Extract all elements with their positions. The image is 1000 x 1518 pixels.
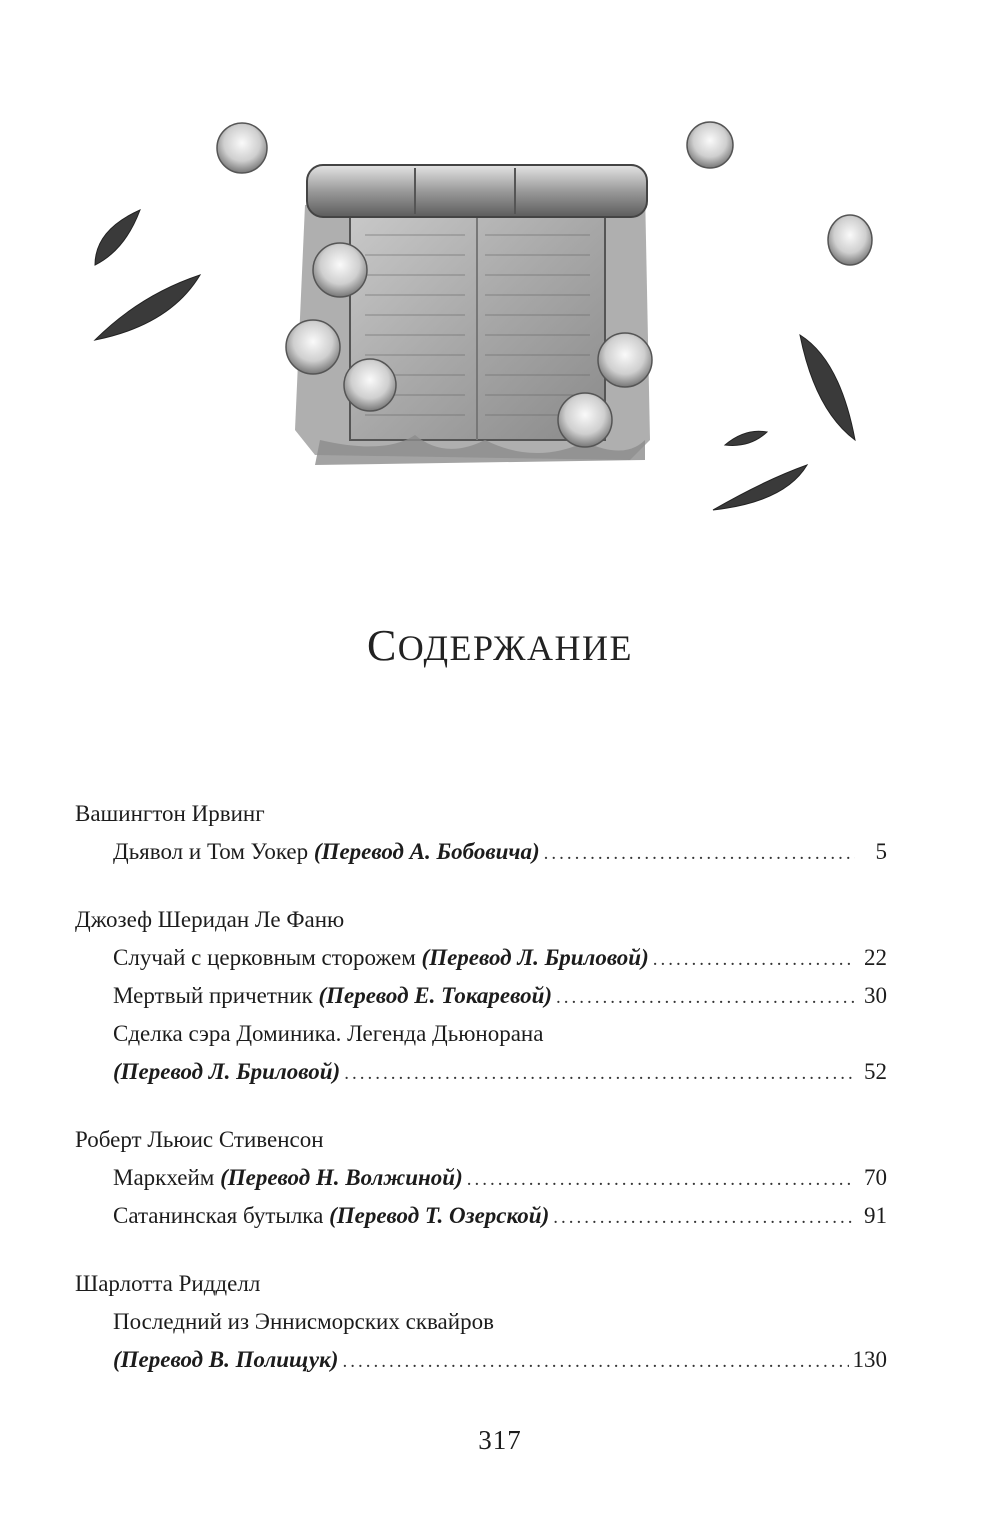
toc-entry-page: 5 [875,839,887,864]
leader-dots [544,835,855,873]
toc-entry-translator: (Перевод Е. Токаревой) [318,983,553,1008]
leader-dots [556,979,855,1017]
toc-entry-translator: (Перевод В. Полищук) [113,1347,339,1372]
toc-entry[interactable] [113,1303,887,1379]
leader-dots [467,1161,855,1199]
leader-dots [653,941,855,979]
toc-entry-translator: (Перевод Т. Озерской) [329,1203,550,1228]
toc-entry-page: 22 [864,945,887,970]
toc-entry[interactable] [113,939,887,977]
toc-entry-translator: (Перевод Л. Бриловой) [113,1059,341,1084]
leader-dots [553,1199,855,1237]
toc-entry[interactable] [113,1197,887,1235]
toc-author: Роберт Льюис Стивенсон [75,1127,324,1152]
toc-entry-title: Сатанинская бутылка [113,1203,324,1228]
toc-author: Джозеф Шеридан Ле Фаню [75,907,345,932]
toc-entry[interactable] [113,833,887,871]
leader-dots [342,1343,848,1381]
toc-entry-translator: (Перевод А. Бобовича) [313,839,540,864]
toc-entry-title: Дьявол и Том Уокер [113,839,309,864]
toc-entry-page: 130 [852,1347,887,1372]
toc-author: Вашингтон Ирвинг [75,801,265,826]
toc-author: Шарлотта Ридделл [75,1271,261,1296]
toc-entry[interactable] [113,1015,887,1091]
toc-entry-translator: (Перевод Л. Бриловой) [421,945,649,970]
leader-dots [344,1055,855,1093]
toc-entry[interactable] [113,1159,887,1197]
toc-entry-page: 91 [864,1203,887,1228]
toc-entry-page: 70 [864,1165,887,1190]
toc-entry[interactable] [113,977,887,1015]
toc-entry-page: 30 [864,983,887,1008]
toc-entry-page: 52 [864,1059,887,1084]
toc-entry-translator: (Перевод Н. Волжиной) [220,1165,463,1190]
scroll-candles-feathers-illustration [85,110,875,540]
toc-entry-title: Маркхейм [113,1165,215,1190]
page-number: 317 [478,1425,522,1455]
toc-entry-title: Последний из Эннисморских сквайров [113,1309,494,1334]
table-of-contents [75,795,887,1379]
toc-entry-title: Мертвый причетник [113,983,313,1008]
toc-entry-title: Случай с церковным сторожем [113,945,416,970]
contents-heading: СОДЕРЖАНИЕ [366,621,634,670]
toc-entry-title: Сделка сэра Доминика. Легенда Дьюнорана [113,1021,544,1046]
